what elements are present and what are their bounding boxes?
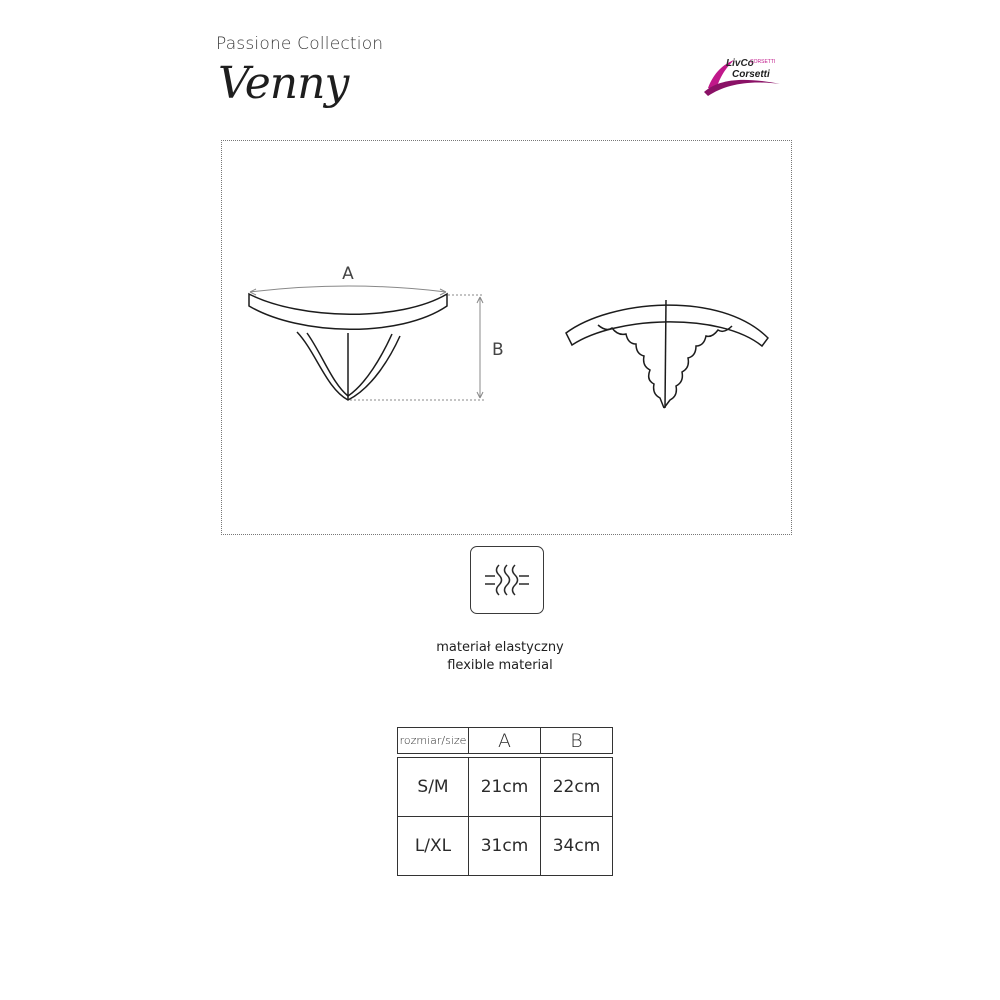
- size-table-header: [398, 728, 613, 754]
- dimension-b-label: B: [492, 340, 504, 360]
- back-view-garment: [566, 300, 768, 408]
- logo-text-small: CORSETTI: [750, 59, 776, 65]
- material-icon-box: [470, 546, 544, 614]
- dimension-a-line: [250, 286, 446, 295]
- logo-text-livco: LivCo: [726, 58, 754, 69]
- size-table-header-cell: A: [469, 728, 541, 754]
- logo-text-corsetti: Corsetti: [732, 69, 770, 80]
- size-table-header-cell: B: [541, 728, 613, 754]
- front-view-garment: [249, 294, 447, 400]
- size-cell: S/M: [398, 758, 469, 817]
- material-label-en: flexible material: [447, 658, 553, 673]
- size-table-header-cell: rozmiar/size: [398, 728, 469, 754]
- value-cell: 21cm: [469, 758, 541, 817]
- size-table: [397, 727, 613, 876]
- value-cell: 31cm: [469, 817, 541, 876]
- table-row: [398, 817, 613, 876]
- collection-title: Passione Collection: [216, 34, 384, 54]
- table-row: [398, 758, 613, 817]
- value-cell: 34cm: [541, 817, 613, 876]
- material-label-pl: materiał elastyczny: [436, 640, 564, 655]
- stretch-waves-icon: [471, 547, 543, 613]
- product-name: Venny: [218, 58, 349, 109]
- dimension-a-label: A: [342, 264, 354, 284]
- value-cell: 22cm: [541, 758, 613, 817]
- size-cell: L/XL: [398, 817, 469, 876]
